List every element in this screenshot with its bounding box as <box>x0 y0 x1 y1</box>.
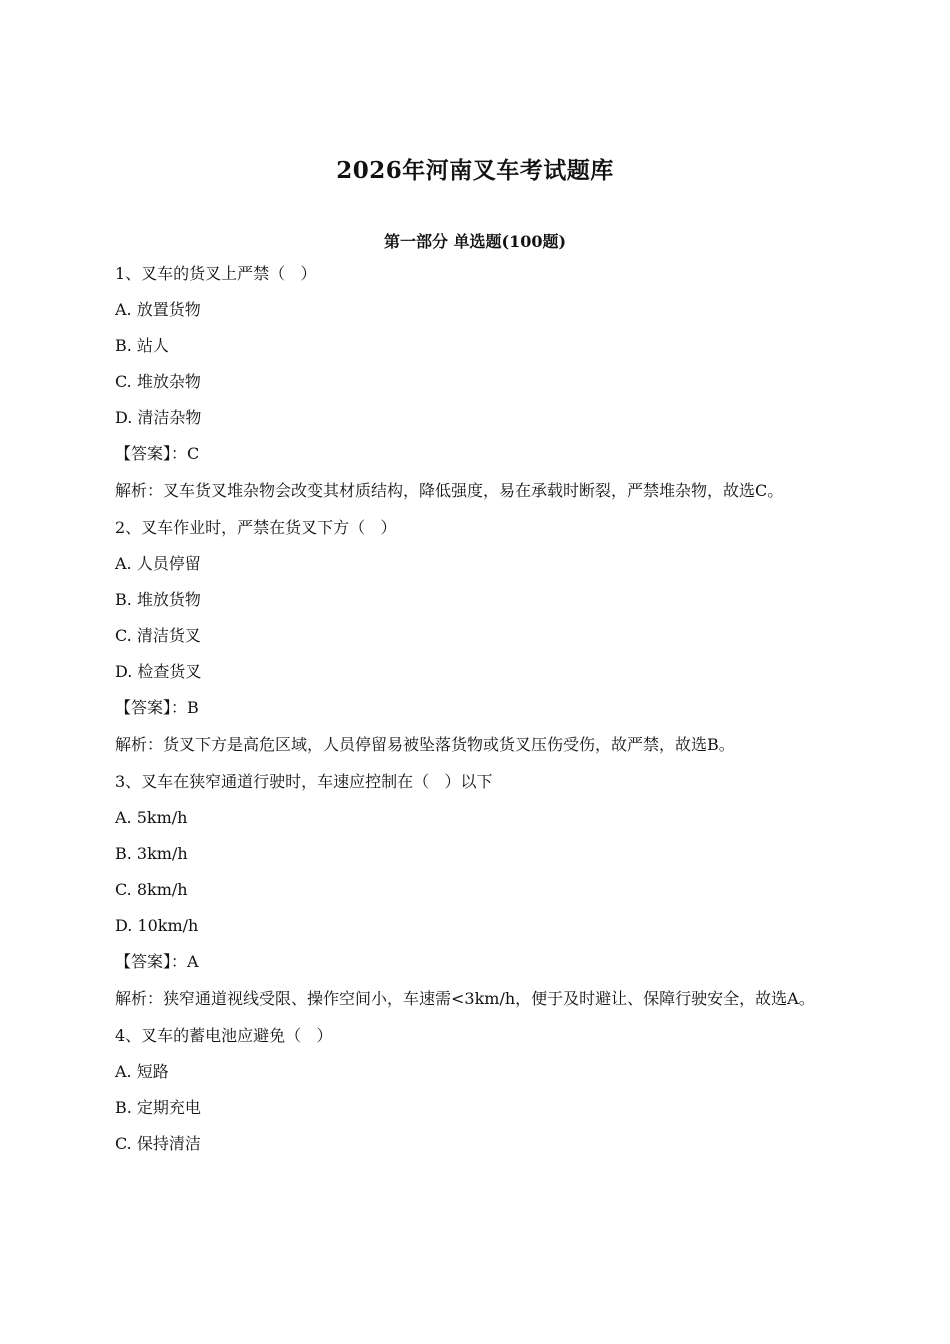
option-d: D. 清洁杂物 <box>115 408 202 427</box>
option-a: A. 人员停留 <box>115 554 201 573</box>
question-stem: 3、叉车在狭窄通道行驶时，车速应控制在（ ）以下 <box>115 772 493 791</box>
option-b: B. 3km/h <box>115 844 188 863</box>
answer: 【答案】：B <box>115 698 199 717</box>
question-stem: 2、叉车作业时，严禁在货叉下方（ ） <box>115 518 397 537</box>
explanation: 解析：货叉下方是高危区域，人员停留易被坠落货物或货叉压伤受伤，故严禁，故选B。 <box>115 735 735 754</box>
option-a: A. 短路 <box>115 1062 169 1081</box>
document-title: 2026年河南叉车考试题库 <box>336 157 614 184</box>
option-b: B. 站人 <box>115 336 169 355</box>
question-3 <box>115 770 837 1012</box>
question-stem: 1、叉车的货叉上严禁（ ） <box>115 264 317 283</box>
option-c: C. 保持清洁 <box>115 1134 201 1153</box>
answer: 【答案】：C <box>115 444 200 463</box>
option-c: C. 8km/h <box>115 880 188 899</box>
explanation: 解析：叉车货叉堆杂物会改变其材质结构，降低强度，易在承载时断裂，严禁堆杂物，故选C。 <box>115 481 784 500</box>
option-d: D. 10km/h <box>115 916 199 935</box>
option-c: C. 堆放杂物 <box>115 372 201 391</box>
question-list <box>115 262 837 1168</box>
option-a: A. 5km/h <box>115 808 188 827</box>
option-c: C. 清洁货叉 <box>115 626 201 645</box>
option-b: B. 定期充电 <box>115 1098 201 1117</box>
option-b: B. 堆放货物 <box>115 590 201 609</box>
question-stem: 4、叉车的蓄电池应避免（ ） <box>115 1026 333 1045</box>
question-1 <box>115 262 837 504</box>
question-4 <box>115 1024 837 1156</box>
question-2 <box>115 516 837 758</box>
section-heading: 第一部分 单选题(100题) <box>383 232 567 251</box>
option-d: D. 检查货叉 <box>115 662 202 681</box>
explanation: 解析：狭窄通道视线受限、操作空间小，车速需<3km/h，便于及时避让、保障行驶安全，故选A。 <box>115 989 815 1008</box>
option-a: A. 放置货物 <box>115 300 201 319</box>
answer: 【答案】：A <box>115 952 199 971</box>
